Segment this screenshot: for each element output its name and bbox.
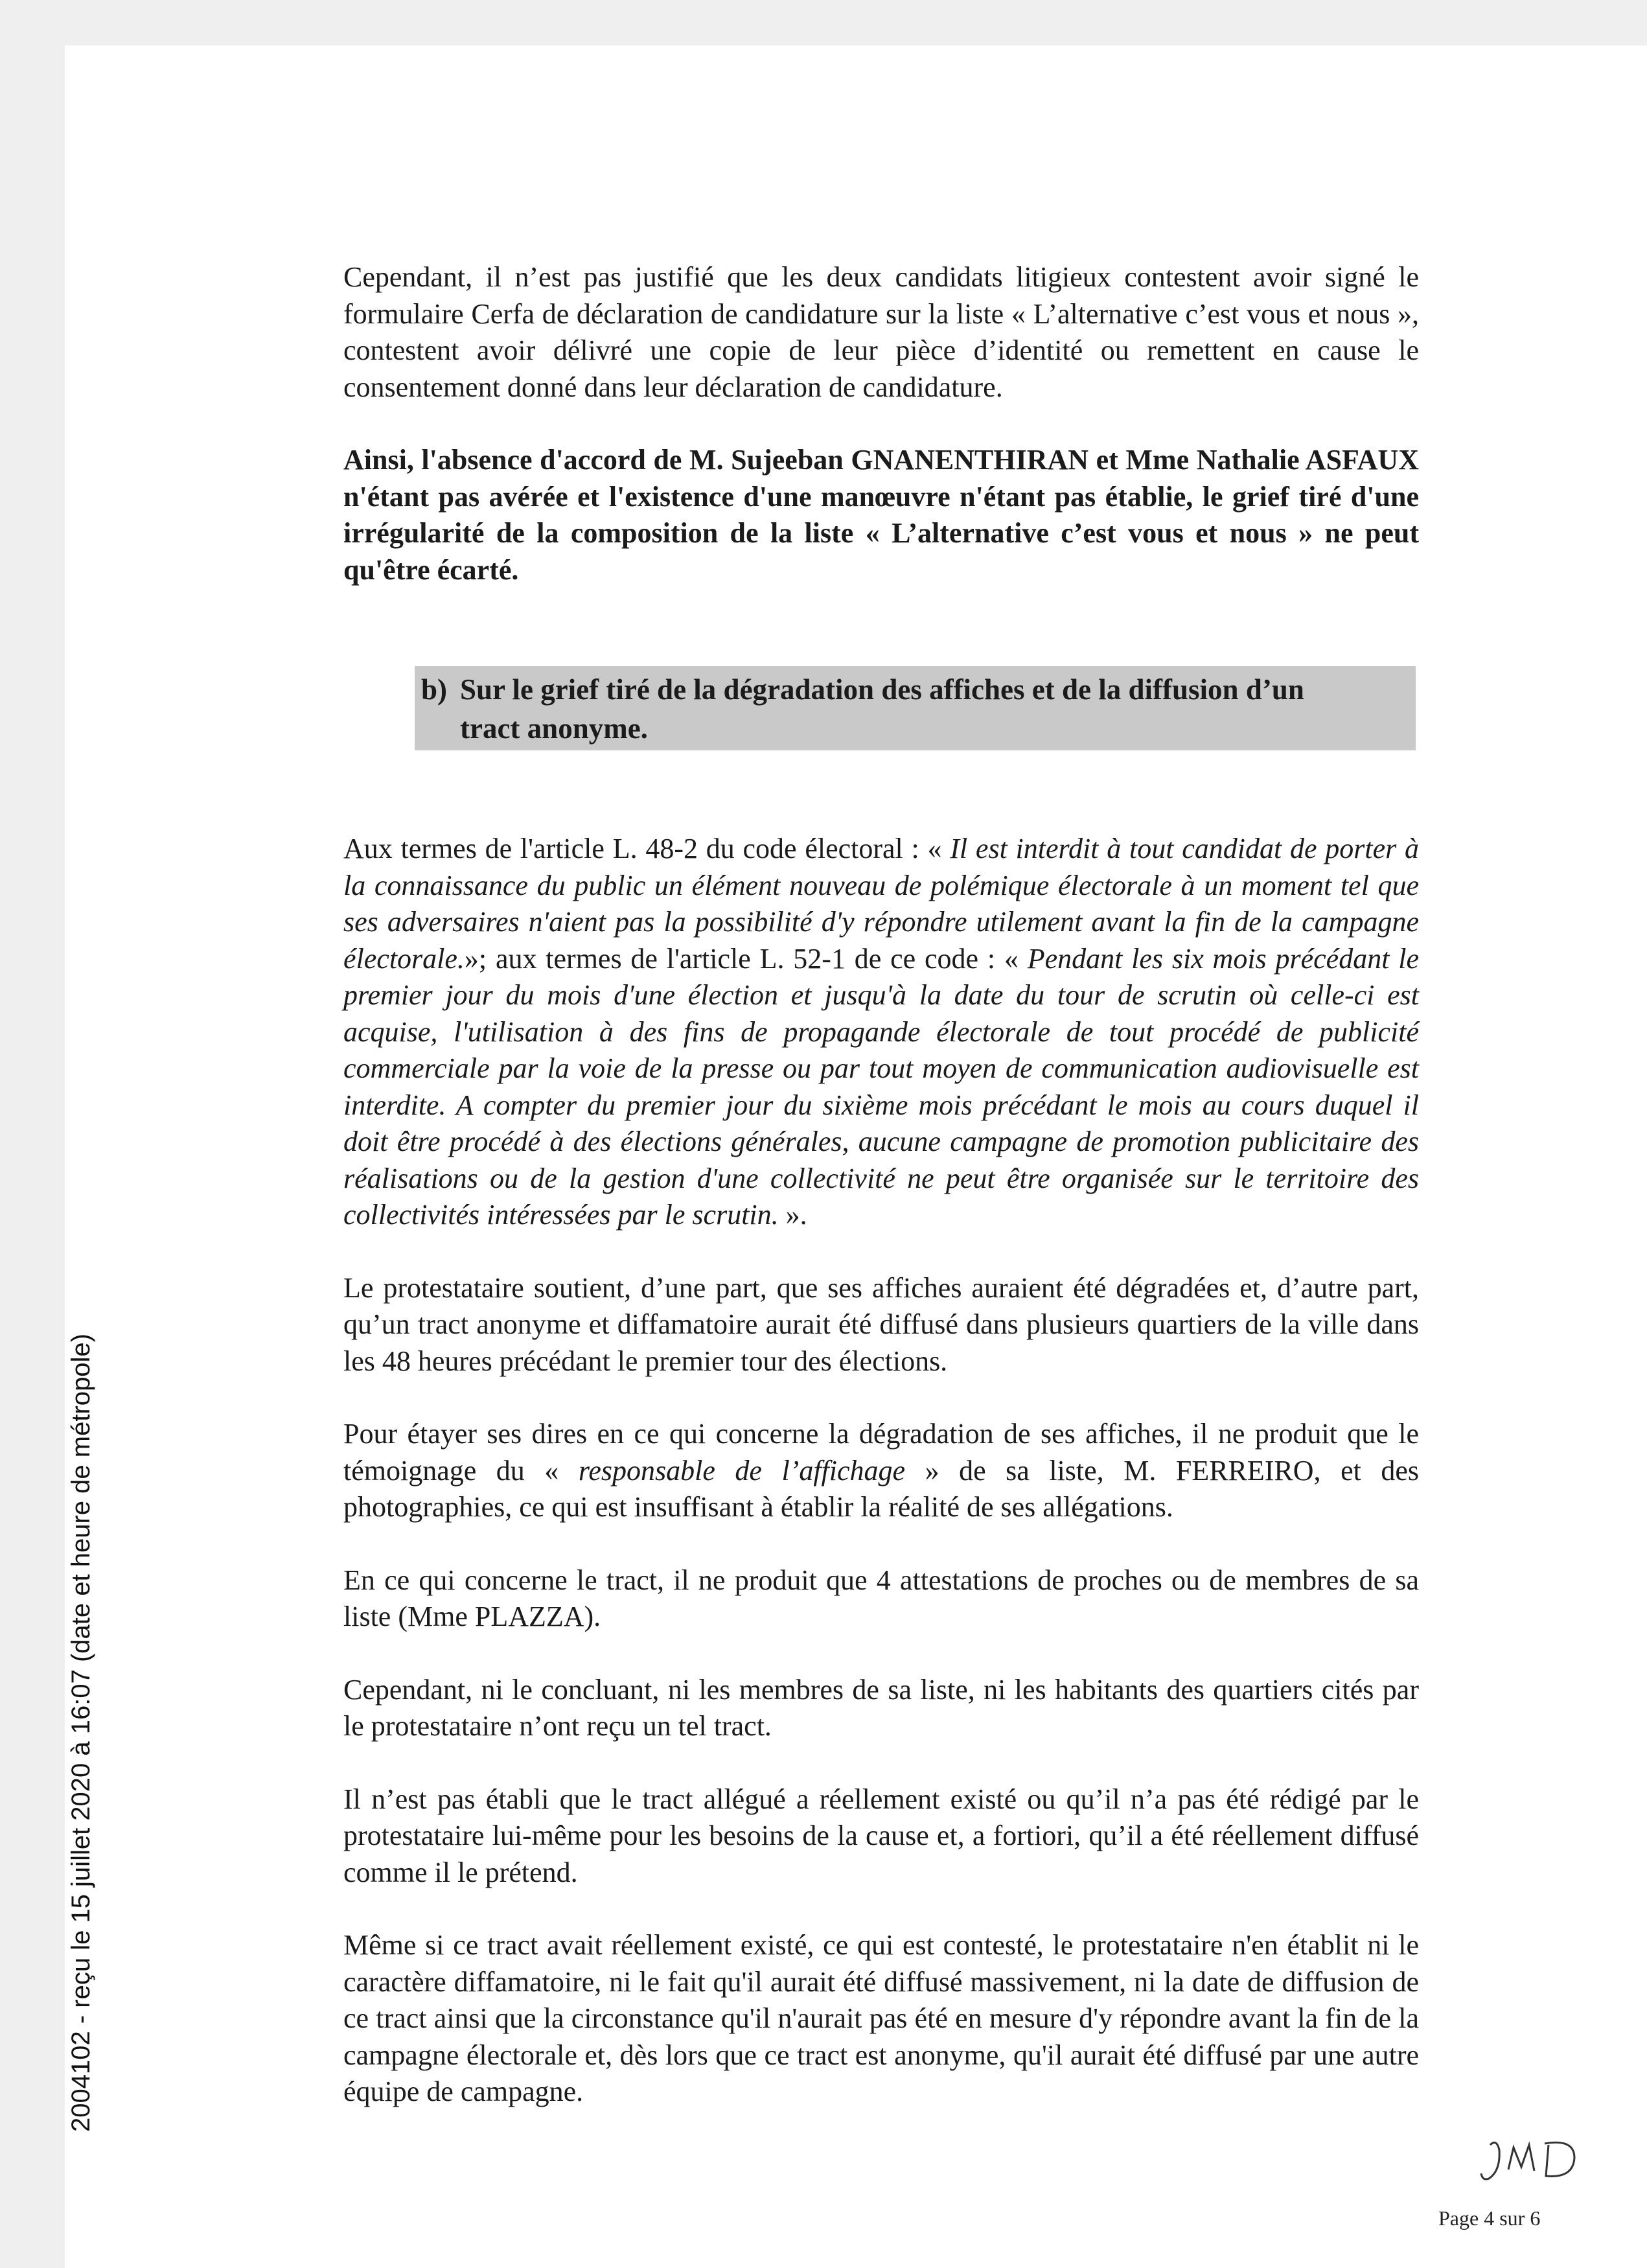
section-heading <box>415 666 1416 750</box>
section-heading-label: b) <box>421 673 448 706</box>
paragraph-5 <box>343 1416 1419 1526</box>
citation-mid: »; aux termes de l'article L. 52-1 de ce code : « <box>464 942 1028 975</box>
paragraph-legal-citation <box>343 831 1419 1234</box>
citation-intro: Aux termes de l'article L. 48-2 du code électoral : « <box>343 833 950 864</box>
paragraph-4: Le protestataire soutient, d’une part, que ses affiches auraient été dégradées et, d’autre part, qu’un tract anonyme et diffamatoire aurait été diffusé dans plusieurs quartiers de la ville dans les 48 heures précédant le premier tour des élections. <box>343 1271 1419 1377</box>
paragraph-9: Même si ce tract avait réellement existé, ce qui est contesté, le protestataire n'en établit ni le caractère diffamatoire, ni le fait qu'il aurait été diffusé massivement, ni la date de diffusion de ce tract ainsi que la circonstance qu'il n'aurait pas été en mesure d'y répondre avant la fin de la campagne électorale et, dès lors que ce tract est anonyme, qu'il aurait été diffusé par une autre équipe de campagne. <box>343 1929 1419 2107</box>
paragraph-5-part-a: Pour étayer ses dires en ce qui concerne la dégradation de ses affiches, il ne produit que le témoignage du « <box>343 1418 1419 1487</box>
page-number: Page 4 sur 6 <box>1438 2206 1541 2230</box>
conclusion-paragraph: Ainsi, l'absence d'accord de M. Sujeeban GNANENTHIRAN et Mme Nathalie ASFAUX n'étant pas avérée et l'existence d'une manœuvre n'étant pas établie, le grief tiré d'une irrégularité de la composition de la liste « L’alternative c’est vous et nous » ne peut qu'être écarté. <box>343 444 1419 586</box>
section-heading-line2: tract anonyme. <box>460 712 648 745</box>
citation-quote-l52-1: Pendant les six mois précédant le premier jour du mois d'une élection et jusqu'à la date du tour de scrutin où celle-ci est acquise, l'utilisation à des fins de propagande électorale de tout procédé de publicité commerciale par la voie de la presse ou par tout moyen de communication audiovisuelle est interdite. A compter du premier jour du sixième mois précédant le mois au cours duquel il doit être procédé à des élections générales, aucune campagne de promotion publicitaire des réalisations ou de la gestion d'une collectivité ne peut être organisée sur le territoire des collectivités intéressées par le scrutin. <box>343 942 1419 1231</box>
paragraph-1: Cependant, il n’est pas justifié que les deux candidats litigieux contestent avoir signé le formulaire Cerfa de déclaration de candidature sur la liste « L’alternative c’est vous et nous », contestent avoir délivré une copie de leur pièce d’identité ou remettent en cause le consentement donné dans leur déclaration de candidature. <box>343 261 1419 403</box>
paragraph-7: Cependant, ni le concluant, ni les membres de sa liste, ni les habitants des quartiers cités par le protestataire n’ont reçu un tel tract. <box>343 1673 1419 1742</box>
section-heading-line1: Sur le grief tiré de la dégradation des affiches et de la diffusion d’un <box>460 673 1304 706</box>
document-body <box>343 259 1419 2147</box>
citation-quote-l48-2: Il est interdit à tout candidat de porter à la connaissance du public un élément nouveau de polémique électorale à un moment tel que ses adversaires n'aient pas la possibilité d'y répondre utilement avant la fin de la campagne électorale. <box>343 833 1419 975</box>
paragraph-6: En ce qui concerne le tract, il ne produit que 4 attestations de proches ou de membres de sa liste (Mme PLAZZA). <box>343 1564 1419 1632</box>
paragraph-5-part-b: » de sa liste, M. FERREIRO, et des photographies, ce qui est insuffisant à établir la réalité de ses allégations. <box>343 1454 1419 1523</box>
scan-border-top <box>0 0 1647 45</box>
paragraph-8: Il n’est pas établi que le tract allégué a réellement existé ou qu’il n’a pas été rédigé par le protestataire lui-même pour les besoins de la cause et, a fortiori, qu’il a été réellement diffusé comme il le prétend. <box>343 1783 1419 1888</box>
signature-initials <box>1477 2119 1600 2203</box>
paragraph-5-italic: responsable de l’affichage <box>578 1454 906 1487</box>
scan-border-left <box>0 0 65 2268</box>
citation-end: ». <box>778 1199 807 1231</box>
reception-stamp: 2004102 - reçu le 15 juillet 2020 à 16:07 (date et heure de métropole) <box>67 1334 95 2132</box>
